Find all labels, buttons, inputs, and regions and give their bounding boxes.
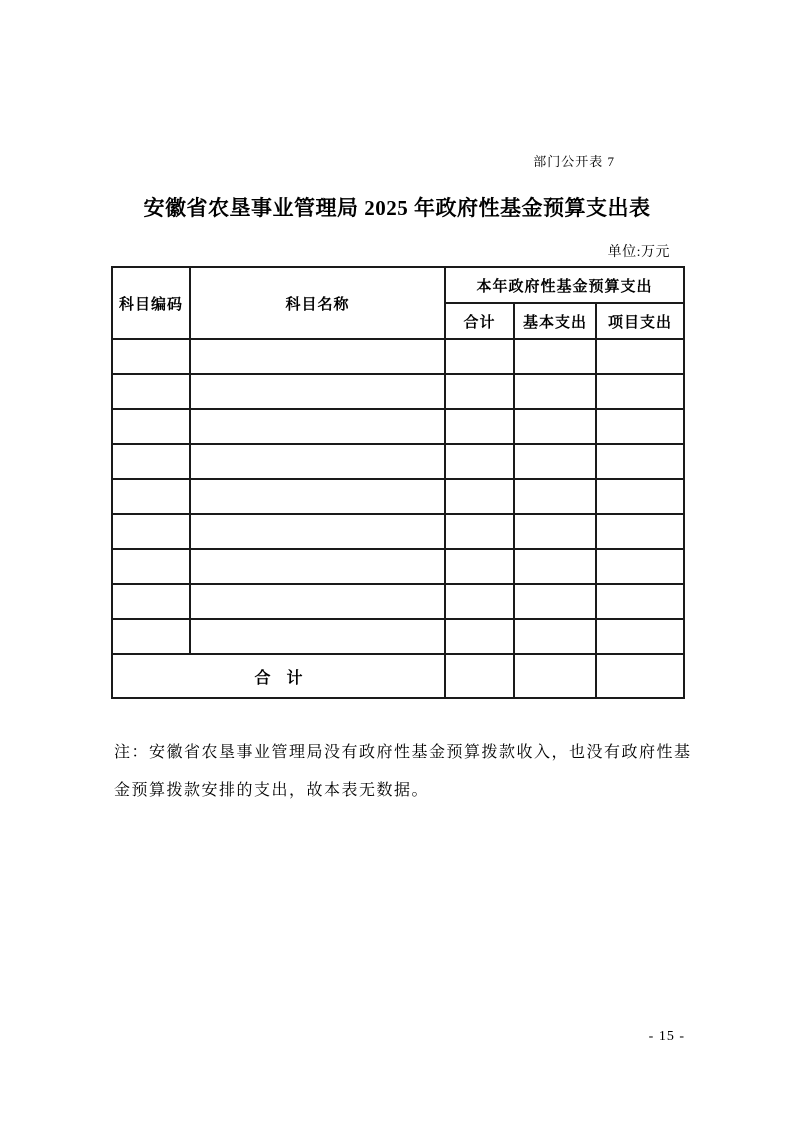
- header-group-current-year-fund-expenditure: 本年政府性基金预算支出: [445, 267, 684, 303]
- empty-cell: [190, 514, 445, 549]
- empty-cell: [112, 619, 190, 654]
- empty-cell: [190, 444, 445, 479]
- page-number: - 15 -: [648, 1029, 685, 1044]
- empty-data-row: [112, 339, 684, 374]
- empty-cell: [112, 374, 190, 409]
- empty-cell: [445, 584, 514, 619]
- empty-cell: [445, 514, 514, 549]
- empty-data-row: [112, 479, 684, 514]
- empty-cell: [445, 549, 514, 584]
- empty-data-row: [112, 619, 684, 654]
- empty-cell: [112, 409, 190, 444]
- empty-cell: [445, 479, 514, 514]
- empty-cell: [514, 339, 596, 374]
- empty-cell: [445, 409, 514, 444]
- doc-label: 部门公开表 7: [533, 154, 615, 169]
- empty-cell: [596, 339, 684, 374]
- empty-cell: [596, 584, 684, 619]
- empty-cell: [596, 619, 684, 654]
- total-row: [112, 654, 684, 698]
- empty-cell: [190, 409, 445, 444]
- empty-cell: [112, 584, 190, 619]
- empty-cell: [596, 479, 684, 514]
- empty-cell: [514, 444, 596, 479]
- empty-cell: [514, 479, 596, 514]
- empty-cell: [190, 549, 445, 584]
- empty-data-row: [112, 444, 684, 479]
- header-subject-name: 科目名称: [190, 267, 445, 339]
- empty-cell: [445, 619, 514, 654]
- footnote-line-1: 注：安徽省农垦事业管理局没有政府性基金预算拨款收入，也没有政府性基: [114, 744, 692, 761]
- empty-cell: [112, 549, 190, 584]
- total-row-project-cell: [596, 654, 684, 698]
- header-row-1: [112, 267, 684, 303]
- page-title: 安徽省农垦事业管理局 2025 年政府性基金预算支出表: [143, 196, 651, 220]
- empty-cell: [190, 479, 445, 514]
- empty-cell: [596, 374, 684, 409]
- total-row-label: 合 计: [112, 654, 445, 698]
- empty-cell: [514, 549, 596, 584]
- budget-table-body: [112, 339, 684, 654]
- empty-cell: [514, 374, 596, 409]
- empty-cell: [514, 584, 596, 619]
- empty-cell: [190, 619, 445, 654]
- budget-table: [111, 266, 685, 699]
- empty-data-row: [112, 514, 684, 549]
- empty-cell: [514, 514, 596, 549]
- empty-data-row: [112, 549, 684, 584]
- total-row-basic-cell: [514, 654, 596, 698]
- empty-data-row: [112, 409, 684, 444]
- empty-data-row: [112, 584, 684, 619]
- empty-cell: [190, 584, 445, 619]
- unit-label: 单位:万元: [607, 245, 670, 260]
- footnote: [114, 734, 694, 810]
- footnote-line-2: 金预算拨款安排的支出，故本表无数据。: [114, 782, 430, 799]
- empty-cell: [112, 444, 190, 479]
- empty-cell: [112, 479, 190, 514]
- empty-cell: [190, 374, 445, 409]
- total-row-total-cell: [445, 654, 514, 698]
- header-subject-code: 科目编码: [112, 267, 190, 339]
- budget-table-footer: [112, 654, 684, 698]
- empty-cell: [514, 619, 596, 654]
- empty-cell: [445, 444, 514, 479]
- header-total: 合计: [445, 303, 514, 339]
- empty-cell: [112, 339, 190, 374]
- empty-cell: [514, 409, 596, 444]
- empty-cell: [596, 514, 684, 549]
- empty-cell: [112, 514, 190, 549]
- budget-table-header: [112, 267, 684, 339]
- empty-cell: [445, 374, 514, 409]
- header-project-expenditure: 项目支出: [596, 303, 684, 339]
- empty-cell: [596, 409, 684, 444]
- empty-data-row: [112, 374, 684, 409]
- empty-cell: [445, 339, 514, 374]
- empty-cell: [596, 444, 684, 479]
- header-basic-expenditure: 基本支出: [514, 303, 596, 339]
- empty-cell: [190, 339, 445, 374]
- empty-cell: [596, 549, 684, 584]
